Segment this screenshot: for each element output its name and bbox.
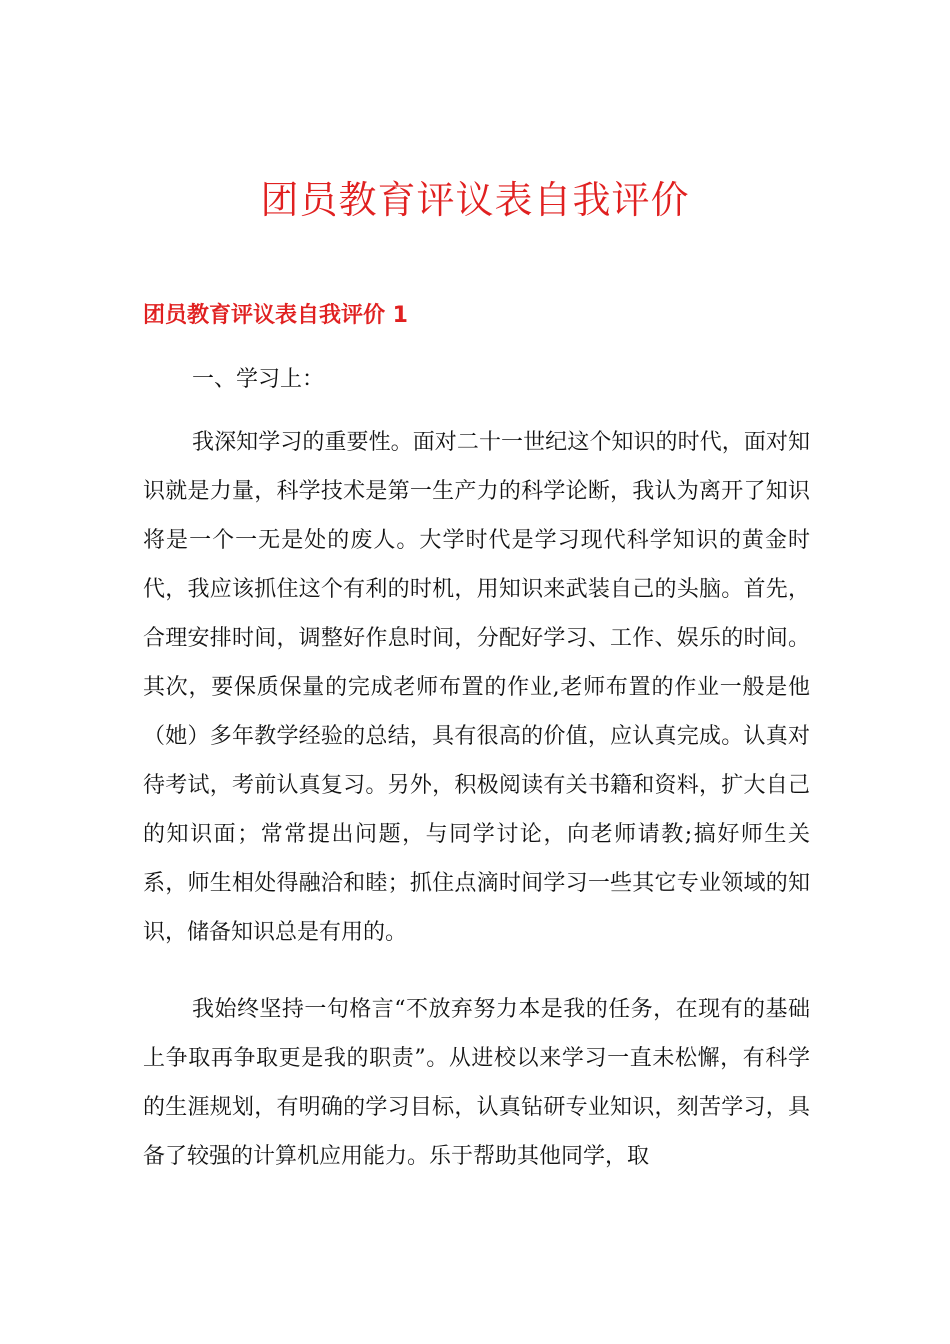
section-heading: 团员教育评议表自我评价 1 xyxy=(143,303,408,328)
document-title: 团员教育评议表自我评价 xyxy=(260,178,690,222)
body-paragraph-1: 我深知学习的重要性。面对二十一世纪这个知识的时代，面对知识就是力量，科学技术是第一生产力的科学论断，我认为离开了知识将是一个一无是处的废人。大学时代是学习现代科学知识的黄金时代，我应该抓住这个有利的时机，用知识来武装自己的头脑。首先，合理安排时间，调整好作息时间，分配好学习、工作、娱乐的时间。其次，要保质保量的完成老师布置的作业,老师布置的作业一般是他（她）多年教学经验的总结，具有很高的价值，应认真完成。认真对待考试，考前认真复习。另外，积极阅读有关书籍和资料，扩大自己的知识面；常常提出问题，与同学讨论，向老师请教;搞好师生关系，师生相处得融洽和睦；抓住点滴时间学习一些其它专业领域的知识，储备知识总是有用的。 xyxy=(143,430,810,945)
body-paragraph-2: 我始终坚持一句格言“不放弃努力本是我的任务，在现有的基础上争取再争取更是我的职责”。从进校以来学习一直未松懈，有科学的生涯规划，有明确的学习目标，认真钻研专业知识，刻苦学习，具备了较强的计算机应用能力。乐于帮助其他同学，取 xyxy=(143,997,810,1169)
sub-heading-study: 一、学习上： xyxy=(192,367,325,392)
